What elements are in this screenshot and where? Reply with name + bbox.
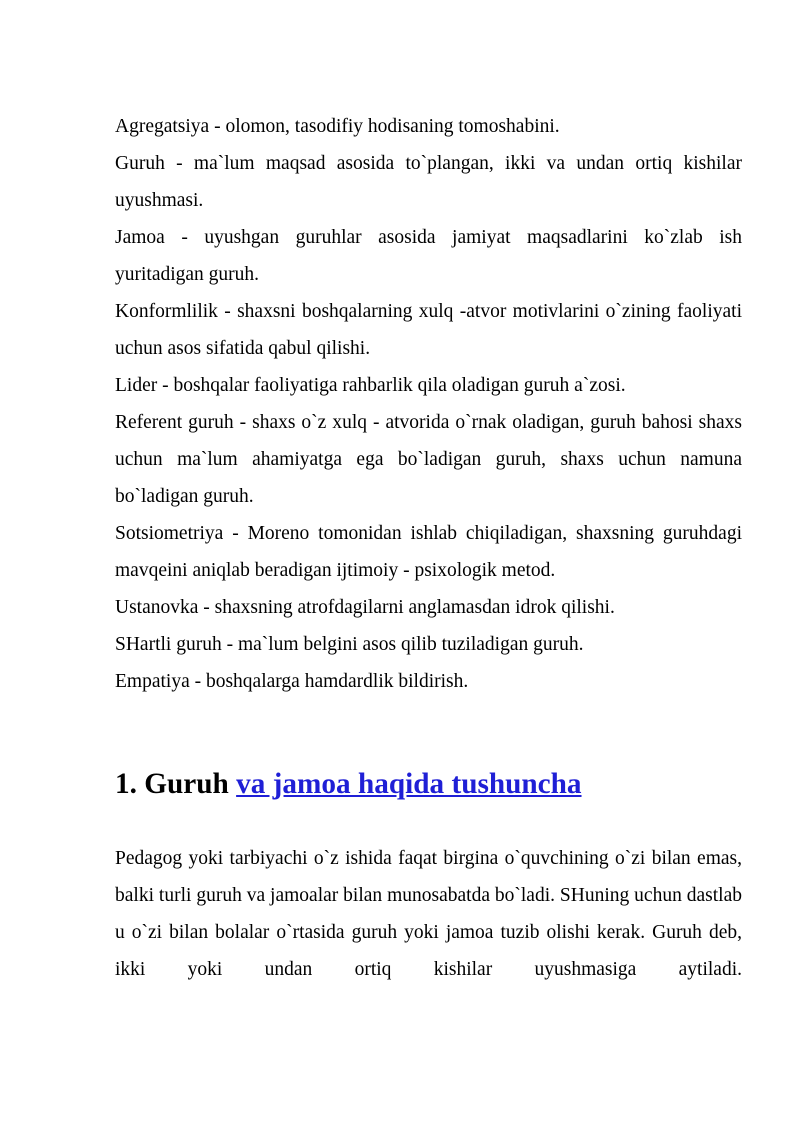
- glossary-item: Sotsiometriya - Moreno tomonidan ishlab chiqiladigan, shaxsning guruhdagi mavqeini aniqlab beradigan ijtimoiy - psixologik metod.: [115, 523, 742, 581]
- glossary-item: Jamoa - uyushgan guruhlar asosida jamiyat maqsadlarini ko`zlab ish yuritadigan guruh.: [115, 227, 742, 285]
- glossary-item: Ustanovka - shaxsning atrofdagilarni anglamasdan idrok qilishi.: [115, 597, 615, 618]
- glossary-item: Empatiya - boshqalarga hamdardlik bildirish.: [115, 671, 469, 692]
- section-title-link[interactable]: va jamoa haqida tushuncha: [236, 768, 582, 800]
- glossary-item: Agregatsiya - olomon, tasodifiy hodisaning tomoshabini.: [115, 116, 560, 137]
- glossary-item: Guruh - ma`lum maqsad asosida to`plangan, ikki va undan ortiq kishilar uyushmasi.: [115, 153, 742, 211]
- glossary-list: [115, 108, 742, 700]
- section-heading: [115, 766, 742, 803]
- body-paragraph: Pedagog yoki tarbiyachi o`z ishida faqat birgina o`quvchining o`zi bilan emas, balki turli guruh va jamoalar bilan munosabatda bo`ladi. SHuning uchun dastlab u o`zi bilan bolalar o`rtasida guruh yoki jamoa tuzib olishi kerak. Guruh deb, ikki yoki undan ortiq kishilar uyushmasiga aytiladi.: [115, 848, 742, 980]
- glossary-item: Lider - boshqalar faoliyatiga rahbarlik qila oladigan guruh a`zosi.: [115, 375, 626, 396]
- body-text: [115, 840, 742, 988]
- glossary-item: SHartli guruh - ma`lum belgini asos qilib tuziladigan guruh.: [115, 634, 584, 655]
- section-number-title: 1. Guruh: [115, 768, 229, 800]
- glossary-item: Konformlilik - shaxsni boshqalarning xulq -atvor motivlarini o`zining faoliyati uchun asos sifatida qabul qilishi.: [115, 301, 742, 359]
- glossary-item: Referent guruh - shaxs o`z xulq - atvorida o`rnak oladigan, guruh bahosi shaxs uchun ma`lum ahamiyatga ega bo`ladigan guruh, shaxs uchun namuna bo`ladigan guruh.: [115, 412, 742, 507]
